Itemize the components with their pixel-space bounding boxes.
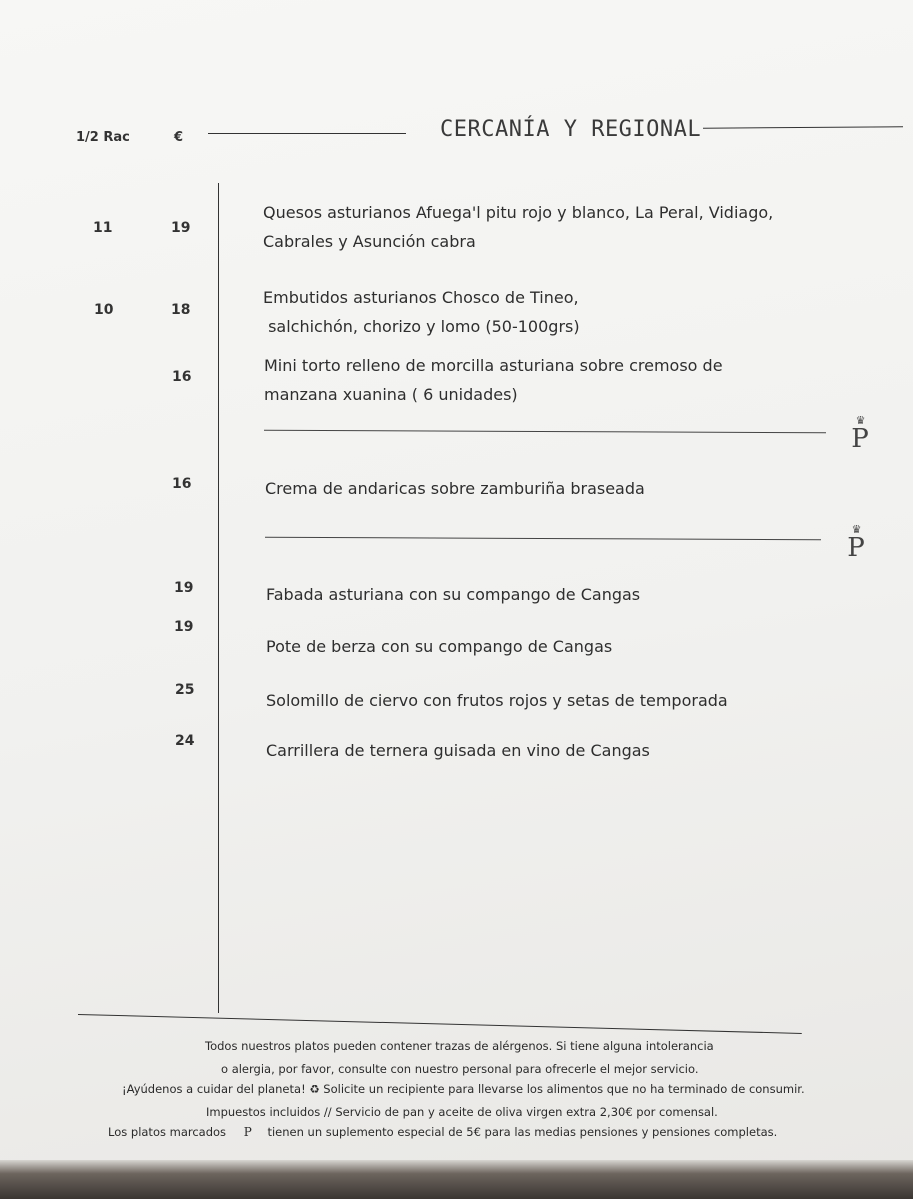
menu-item-line: Crema de andaricas sobre zamburiña braseada — [265, 479, 645, 498]
supplement-notice-suffix: tienen un suplemento especial de 5€ para las medias pensiones y pensiones completas. — [267, 1125, 778, 1139]
menu-item-line: salchichón, chorizo y lomo (50-100grs) — [263, 317, 580, 336]
section-title: CERCANÍA Y REGIONAL — [440, 117, 702, 142]
item-price: 19 — [174, 580, 194, 596]
menu-item-line: Quesos asturianos Afuega'l pitu rojo y blanco, La Peral, Vidiago, — [263, 203, 774, 222]
tax-bread-notice: Impuestos incluidos // Servicio de pan y aceite de oliva virgen extra 2,30€ por comensal. — [206, 1105, 718, 1119]
item-price: 16 — [172, 369, 192, 385]
item-price: 19 — [174, 619, 194, 635]
menu-item-name — [263, 198, 773, 256]
menu-item-line: Embutidos asturianos Chosco de Tineo, — [263, 288, 579, 307]
menu-item-name — [266, 632, 612, 661]
menu-item-line: Cabrales y Asunción cabra — [263, 232, 476, 251]
supplement-notice-prefix: Los platos marcados — [108, 1125, 227, 1139]
menu-item-line: Solomillo de ciervo con frutos rojos y setas de temporada — [266, 691, 728, 710]
allergen-notice-cont: o alergia, por favor, consulte con nuestro personal para ofrecerle el mejor servicio. — [221, 1062, 699, 1076]
menu-item-name — [263, 283, 580, 341]
menu-item-line: manzana xuanina ( 6 unidades) — [264, 385, 518, 404]
menu-item-line: Fabada asturiana con su compango de Cangas — [266, 585, 641, 604]
header-rule-left — [208, 133, 406, 134]
supplement-mark — [841, 524, 871, 561]
supplement-notice — [108, 1125, 777, 1139]
menu-item-line: Carrillera de ternera guisada en vino de Cangas — [266, 741, 650, 760]
menu-item-name — [266, 686, 728, 715]
menu-item-line: Pote de berza con su compango de Cangas — [266, 637, 613, 656]
item-price: 25 — [175, 682, 195, 698]
column-divider — [218, 183, 219, 1013]
supplement-mark-icon: P — [243, 1125, 252, 1139]
crown-icon: ♛ — [851, 523, 861, 536]
half-portion-header: 1/2 Rac — [76, 130, 130, 145]
eco-notice: ¡Ayúdenos a cuidar del planeta! ♻ Solicite un recipiente para llevarse los alimentos que no ha terminado de consumir. — [122, 1082, 805, 1096]
page-edge-shadow — [0, 1160, 913, 1199]
item-price: 18 — [171, 302, 191, 318]
supplement-letter: P — [847, 533, 865, 563]
item-half-price: 11 — [93, 220, 113, 236]
supplement-mark — [845, 415, 875, 452]
menu-item-name — [265, 474, 645, 503]
menu-item-name — [266, 580, 640, 609]
item-half-price: 10 — [94, 302, 114, 318]
menu-item-name — [264, 351, 723, 409]
item-price: 19 — [171, 220, 191, 236]
supplement-letter: P — [851, 424, 869, 454]
allergen-notice: Todos nuestros platos pueden contener trazas de alérgenos. Si tiene alguna intolerancia — [205, 1039, 714, 1053]
item-price: 24 — [175, 733, 195, 749]
item-price: 16 — [172, 476, 192, 492]
currency-header: € — [174, 130, 184, 145]
menu-item-line: Mini torto relleno de morcilla asturiana sobre cremoso de — [264, 356, 723, 375]
menu-item-name — [266, 736, 650, 765]
crown-icon: ♛ — [855, 414, 865, 427]
